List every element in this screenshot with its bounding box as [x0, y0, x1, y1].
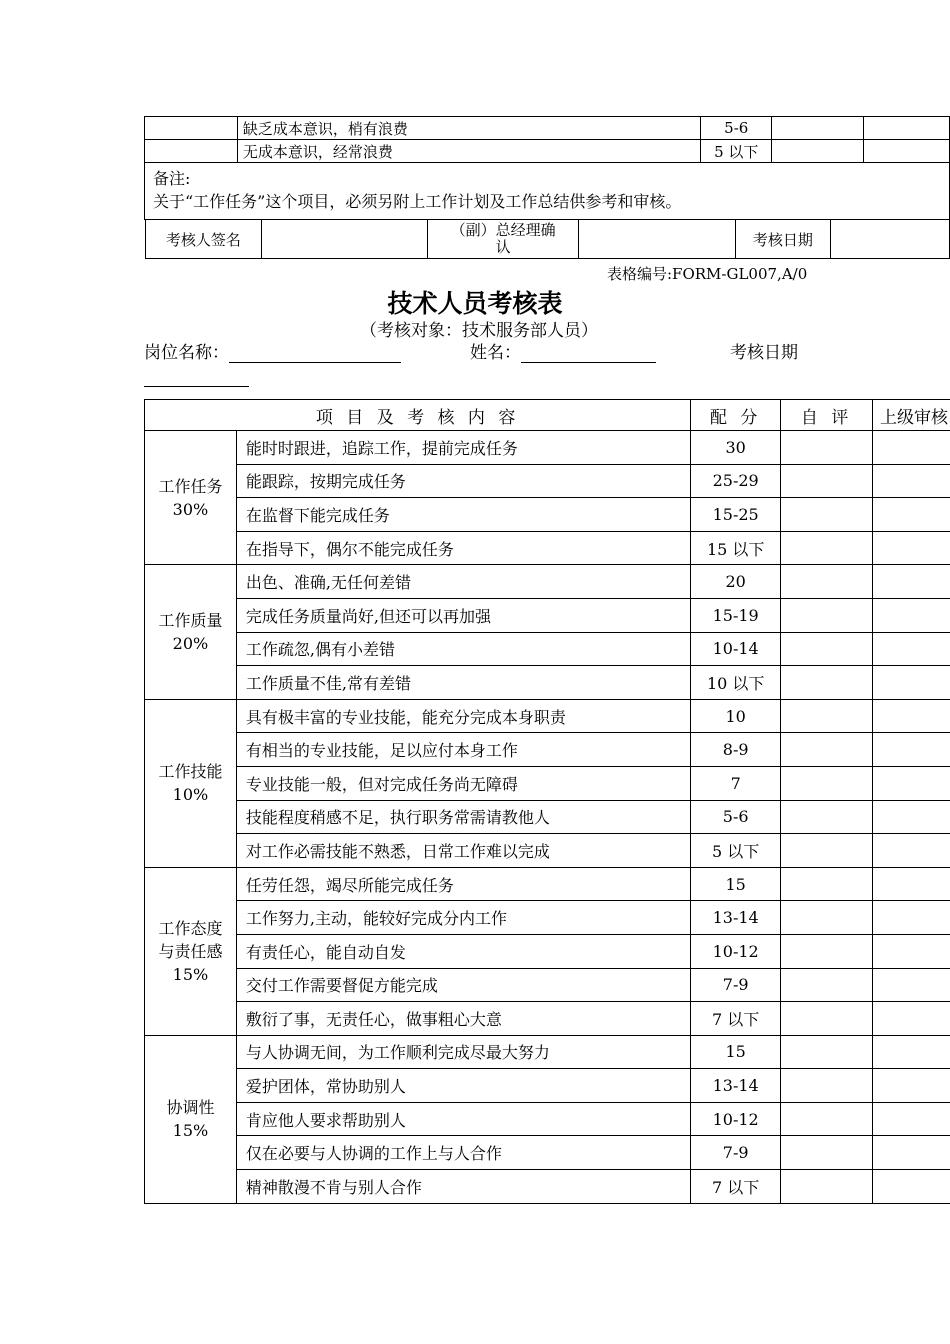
item-text: 在指导下，偶尔不能完成任务 [236, 531, 690, 565]
self-eval-cell[interactable] [772, 140, 864, 163]
category-weight: 15% [172, 964, 209, 984]
header-content: 项 目 及 考 核 内 容 [145, 400, 691, 431]
assess-date-field[interactable] [830, 220, 949, 259]
item-text: 缺乏成本意识，梢有浪费 [237, 117, 700, 140]
self-eval-cell[interactable] [781, 632, 873, 666]
item-text: 工作努力,主动，能较好完成分内工作 [236, 901, 690, 935]
item-text: 能时时跟进，追踪工作，提前完成任务 [236, 431, 690, 465]
self-eval-cell[interactable] [781, 431, 873, 465]
table-row [145, 464, 950, 498]
table-row [145, 598, 950, 632]
item-text: 仅在必要与人协调的工作上与人合作 [236, 1136, 690, 1170]
header-self: 自 评 [781, 400, 873, 431]
self-eval-cell[interactable] [781, 968, 873, 1002]
item-text: 敷衍了事，无责任心，做事粗心大意 [236, 1002, 690, 1036]
table-row [145, 1102, 950, 1136]
category-name: 工作技能 [158, 762, 223, 782]
page-subtitle: （考核对象：技术服务部人员） [360, 321, 598, 341]
score-cell: 15-19 [691, 598, 781, 632]
superior-eval-cell[interactable] [872, 565, 950, 599]
previous-form-table [144, 116, 950, 259]
score-cell: 10-12 [691, 934, 781, 968]
score-cell: 10 以下 [691, 666, 781, 700]
item-text: 在监督下能完成任务 [236, 498, 690, 532]
score-cell: 10-12 [691, 1102, 781, 1136]
superior-eval-cell[interactable] [872, 834, 950, 868]
self-eval-cell[interactable] [781, 934, 873, 968]
item-text: 对工作必需技能不熟悉，日常工作难以完成 [236, 834, 690, 868]
superior-eval-cell[interactable] [872, 464, 950, 498]
score-cell: 7-9 [691, 1136, 781, 1170]
superior-eval-cell[interactable] [872, 867, 950, 901]
note-label: 备注: [153, 169, 191, 188]
score-cell: 15-25 [691, 498, 781, 532]
item-text: 专业技能一般，但对完成任务尚无障碍 [236, 766, 690, 800]
table-row [145, 1170, 950, 1204]
category-name: 协调性 [166, 1098, 215, 1118]
date-input[interactable] [144, 386, 249, 387]
name-input[interactable] [521, 344, 656, 363]
score-cell: 13-14 [691, 1069, 781, 1103]
superior-eval-cell[interactable] [872, 1069, 950, 1103]
self-eval-cell[interactable] [781, 1102, 873, 1136]
superior-eval-cell[interactable] [872, 1170, 950, 1204]
category-cell [145, 699, 237, 867]
position-label: 岗位名称： [144, 343, 229, 363]
gm-confirm-field[interactable] [579, 220, 736, 259]
table-row [145, 565, 950, 599]
note-cell [145, 163, 950, 220]
table-row [145, 498, 950, 532]
superior-eval-cell[interactable] [864, 117, 950, 140]
category-cell [145, 431, 237, 565]
category-weight: 30% [172, 499, 209, 519]
score-cell: 15 [691, 1035, 781, 1069]
table-row [145, 431, 950, 465]
gm-label-line1: （副）总经理确 [450, 221, 556, 239]
self-eval-cell[interactable] [781, 464, 873, 498]
name-label: 姓名： [470, 343, 521, 363]
item-text: 无成本意识，经常浪费 [237, 140, 700, 163]
category-weight: 10% [172, 785, 209, 805]
category-name-line2: 与责任感 [158, 941, 223, 961]
score-cell: 8-9 [691, 733, 781, 767]
item-text: 精神散漫不肯与别人合作 [236, 1170, 690, 1204]
page-title: 技术人员考核表 [387, 289, 563, 318]
category-weight: 20% [172, 634, 209, 654]
superior-eval-cell[interactable] [872, 666, 950, 700]
position-input[interactable] [229, 344, 401, 363]
signature-table [145, 220, 950, 259]
self-eval-cell[interactable] [781, 565, 873, 599]
table-row [145, 632, 950, 666]
gm-label-line2: 认 [495, 238, 511, 256]
superior-eval-cell[interactable] [872, 766, 950, 800]
self-eval-cell[interactable] [781, 733, 873, 767]
category-cell [145, 867, 237, 1035]
header-score: 配 分 [691, 400, 781, 431]
position-field [144, 338, 401, 363]
superior-eval-cell[interactable] [872, 598, 950, 632]
self-eval-cell[interactable] [781, 1136, 873, 1170]
superior-eval-cell[interactable] [872, 800, 950, 834]
score-cell: 20 [691, 565, 781, 599]
item-text: 工作质量不佳,常有差错 [236, 666, 690, 700]
superior-eval-cell[interactable] [872, 968, 950, 1002]
category-name: 工作态度 [158, 918, 223, 938]
score-cell: 13-14 [691, 901, 781, 935]
score-cell: 7 以下 [691, 1170, 781, 1204]
item-text: 技能程度稍感不足，执行职务常需请教他人 [236, 800, 690, 834]
name-field [470, 338, 656, 363]
item-text: 任劳任怨，竭尽所能完成任务 [236, 867, 690, 901]
score-cell: 30 [691, 431, 781, 465]
table-row [145, 834, 950, 868]
score-cell: 7-9 [691, 968, 781, 1002]
category-cell [145, 565, 237, 699]
self-eval-cell[interactable] [781, 498, 873, 532]
assess-date-label: 考核日期 [736, 220, 831, 259]
score-cell: 5 以下 [701, 140, 772, 163]
item-text: 交付工作需要督促方能完成 [236, 968, 690, 1002]
self-eval-cell[interactable] [781, 1069, 873, 1103]
table-row [145, 800, 950, 834]
category-cell [145, 117, 238, 140]
item-text: 与人协调无间，为工作顺利完成尽最大努力 [236, 1035, 690, 1069]
table-row [145, 1002, 950, 1036]
assessor-signature-field[interactable] [262, 220, 428, 259]
self-eval-cell[interactable] [781, 766, 873, 800]
superior-eval-cell[interactable] [864, 140, 950, 163]
superior-eval-cell[interactable] [872, 934, 950, 968]
score-cell: 10 [691, 699, 781, 733]
item-text: 爱护团体，常协助别人 [236, 1069, 690, 1103]
item-text: 有相当的专业技能，足以应付本身工作 [236, 733, 690, 767]
category-name: 工作任务 [158, 476, 223, 496]
category-cell [145, 140, 238, 163]
self-eval-cell[interactable] [781, 699, 873, 733]
score-cell: 10-14 [691, 632, 781, 666]
item-text: 有责任心，能自动自发 [236, 934, 690, 968]
table-row [145, 140, 950, 163]
score-cell: 25-29 [691, 464, 781, 498]
self-eval-cell[interactable] [781, 598, 873, 632]
self-eval-cell[interactable] [781, 1170, 873, 1204]
superior-eval-cell[interactable] [872, 498, 950, 532]
superior-eval-cell[interactable] [872, 1136, 950, 1170]
superior-eval-cell[interactable] [872, 901, 950, 935]
item-text: 具有极丰富的专业技能，能充分完成本身职责 [236, 699, 690, 733]
assessor-label: 考核人签名 [145, 220, 262, 259]
table-row [145, 531, 950, 565]
category-cell [145, 1035, 237, 1203]
superior-eval-cell[interactable] [872, 1035, 950, 1069]
self-eval-cell[interactable] [781, 834, 873, 868]
item-text: 肯应他人要求帮助别人 [236, 1102, 690, 1136]
table-row [145, 1035, 950, 1069]
superior-eval-cell[interactable] [872, 431, 950, 465]
self-eval-cell[interactable] [781, 800, 873, 834]
item-text: 能跟踪，按期完成任务 [236, 464, 690, 498]
superior-eval-cell[interactable] [872, 733, 950, 767]
note-row [145, 163, 950, 220]
table-row [145, 117, 950, 140]
table-row [145, 867, 950, 901]
table-row [145, 699, 950, 733]
superior-eval-cell[interactable] [872, 531, 950, 565]
assessment-table [144, 399, 950, 1204]
score-cell: 5-6 [701, 117, 772, 140]
header-superior: 上级审核 [872, 400, 950, 431]
score-cell: 5-6 [691, 800, 781, 834]
gm-confirm-label [427, 220, 579, 259]
table-row [145, 934, 950, 968]
self-eval-cell[interactable] [781, 1002, 873, 1036]
self-eval-cell[interactable] [781, 531, 873, 565]
date-field [730, 338, 798, 363]
superior-eval-cell[interactable] [872, 1102, 950, 1136]
superior-eval-cell[interactable] [872, 632, 950, 666]
score-cell: 7 [691, 766, 781, 800]
score-cell: 7 以下 [691, 1002, 781, 1036]
item-text: 完成任务质量尚好,但还可以再加强 [236, 598, 690, 632]
self-eval-cell[interactable] [781, 1035, 873, 1069]
table-row [145, 666, 950, 700]
category-name: 工作质量 [158, 611, 223, 631]
item-text: 工作疏忽,偶有小差错 [236, 632, 690, 666]
item-text: 出色、准确,无任何差错 [236, 565, 690, 599]
score-cell: 5 以下 [691, 834, 781, 868]
form-code: 表格编号:FORM-GL007,A/0 [607, 265, 808, 283]
table-row [145, 1136, 950, 1170]
table-row [145, 968, 950, 1002]
category-weight: 15% [172, 1121, 209, 1141]
table-row [145, 766, 950, 800]
superior-eval-cell[interactable] [872, 699, 950, 733]
score-cell: 15 [691, 867, 781, 901]
score-cell: 15 以下 [691, 531, 781, 565]
self-eval-cell[interactable] [772, 117, 864, 140]
table-row [145, 901, 950, 935]
table-row [145, 733, 950, 767]
self-eval-cell[interactable] [781, 666, 873, 700]
table-header-row [145, 400, 950, 431]
date-label: 考核日期 [730, 343, 798, 363]
superior-eval-cell[interactable] [872, 1002, 950, 1036]
self-eval-cell[interactable] [781, 901, 873, 935]
self-eval-cell[interactable] [781, 867, 873, 901]
table-row [145, 1069, 950, 1103]
note-text: 关于“工作任务”这个项目，必须另附上工作计划及工作总结供参考和审核。 [153, 192, 682, 211]
